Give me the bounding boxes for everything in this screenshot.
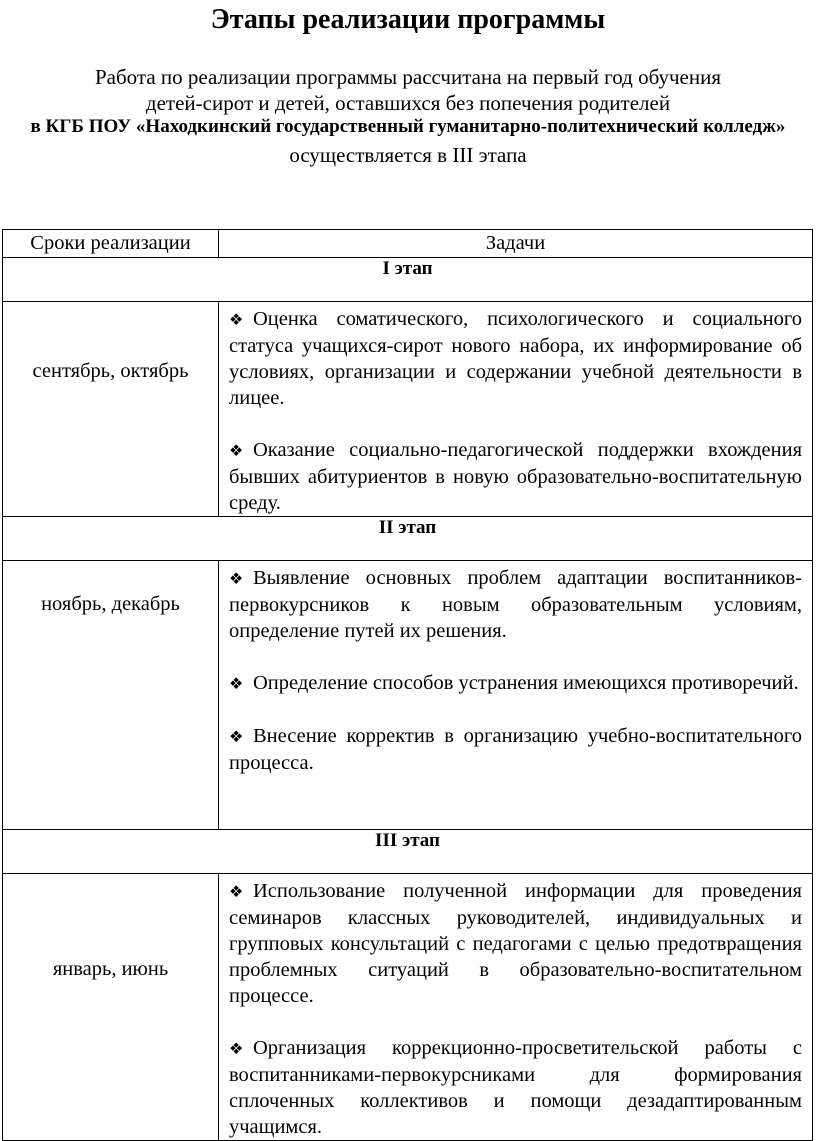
stage-tasks bbox=[219, 302, 813, 517]
intro-line-1: Работа по реализации программы рассчитана на первый год обучения bbox=[94, 65, 721, 89]
task-item: ❖ Использование полученной информации для проведения семинаров классных руководителей, индивидуальных и групповых консультаций с педагогами с целью предотвращения проблемных ситуаций в образовательно-воспитательном процессе. bbox=[229, 880, 802, 1007]
page-title: Этапы реализации программы bbox=[210, 4, 606, 35]
stage-row bbox=[3, 258, 813, 302]
table-row bbox=[3, 561, 813, 830]
header-tasks: Задачи bbox=[219, 230, 813, 258]
stages-table bbox=[2, 229, 813, 1141]
task-item: ❖ Организация коррекционно-просветительской работы с воспитанниками-первокурсниками для формирования сплоченных коллективов и помощи дезадаптированным учащимся. bbox=[229, 1037, 802, 1138]
table-row bbox=[3, 302, 813, 517]
stage-name: I этап bbox=[3, 258, 813, 302]
diamond-bullet-icon: ❖ bbox=[229, 727, 244, 746]
stage-term: январь, июнь bbox=[3, 874, 219, 1141]
stage-tasks bbox=[219, 874, 813, 1141]
task-item: ❖ Определение способов устранения имеющихся противоречий. bbox=[229, 670, 802, 697]
stage-row bbox=[3, 517, 813, 561]
task-item: ❖ Оценка соматического, психологического и социального статуса учащихся-сирот нового набора, их информирование об условиях, организации и содержании учебной деятельности в лицее. bbox=[229, 308, 802, 409]
intro-institution: в КГБ ПОУ «Находкинский государственный гуманитарно-политехнический колледж» bbox=[30, 116, 786, 137]
intro-line-2: детей-сирот и детей, оставшихся без попечения родителей bbox=[145, 91, 671, 115]
diamond-bullet-icon: ❖ bbox=[229, 310, 244, 329]
diamond-bullet-icon: ❖ bbox=[229, 674, 244, 693]
intro-line-4: осуществляется в III этапа bbox=[289, 143, 527, 167]
task-item: ❖ Внесение корректив в организацию учебно-воспитательного процесса. bbox=[229, 725, 802, 774]
diamond-bullet-icon: ❖ bbox=[229, 1039, 244, 1058]
table-row bbox=[3, 874, 813, 1141]
stage-row bbox=[3, 830, 813, 874]
diamond-bullet-icon: ❖ bbox=[229, 882, 244, 901]
stage-name: II этап bbox=[3, 517, 813, 561]
task-item: ❖ Выявление основных проблем адаптации воспитанников-первокурсников к новым образовательным условиям, определение путей их решения. bbox=[229, 567, 802, 642]
stage-tasks bbox=[219, 561, 813, 830]
header-terms: Сроки реализации bbox=[3, 230, 219, 258]
stage-term: ноябрь, декабрь bbox=[3, 561, 219, 830]
intro-paragraph bbox=[20, 64, 796, 168]
stage-name: III этап bbox=[3, 830, 813, 874]
diamond-bullet-icon: ❖ bbox=[229, 441, 244, 460]
stage-term: сентябрь, октябрь bbox=[3, 302, 219, 517]
table-header-row bbox=[3, 230, 813, 258]
diamond-bullet-icon: ❖ bbox=[229, 569, 244, 588]
task-item: ❖ Оказание социально-педагогической поддержки вхождения бывших абитуриентов в новую образовательно-воспитательную среду. bbox=[229, 439, 802, 514]
